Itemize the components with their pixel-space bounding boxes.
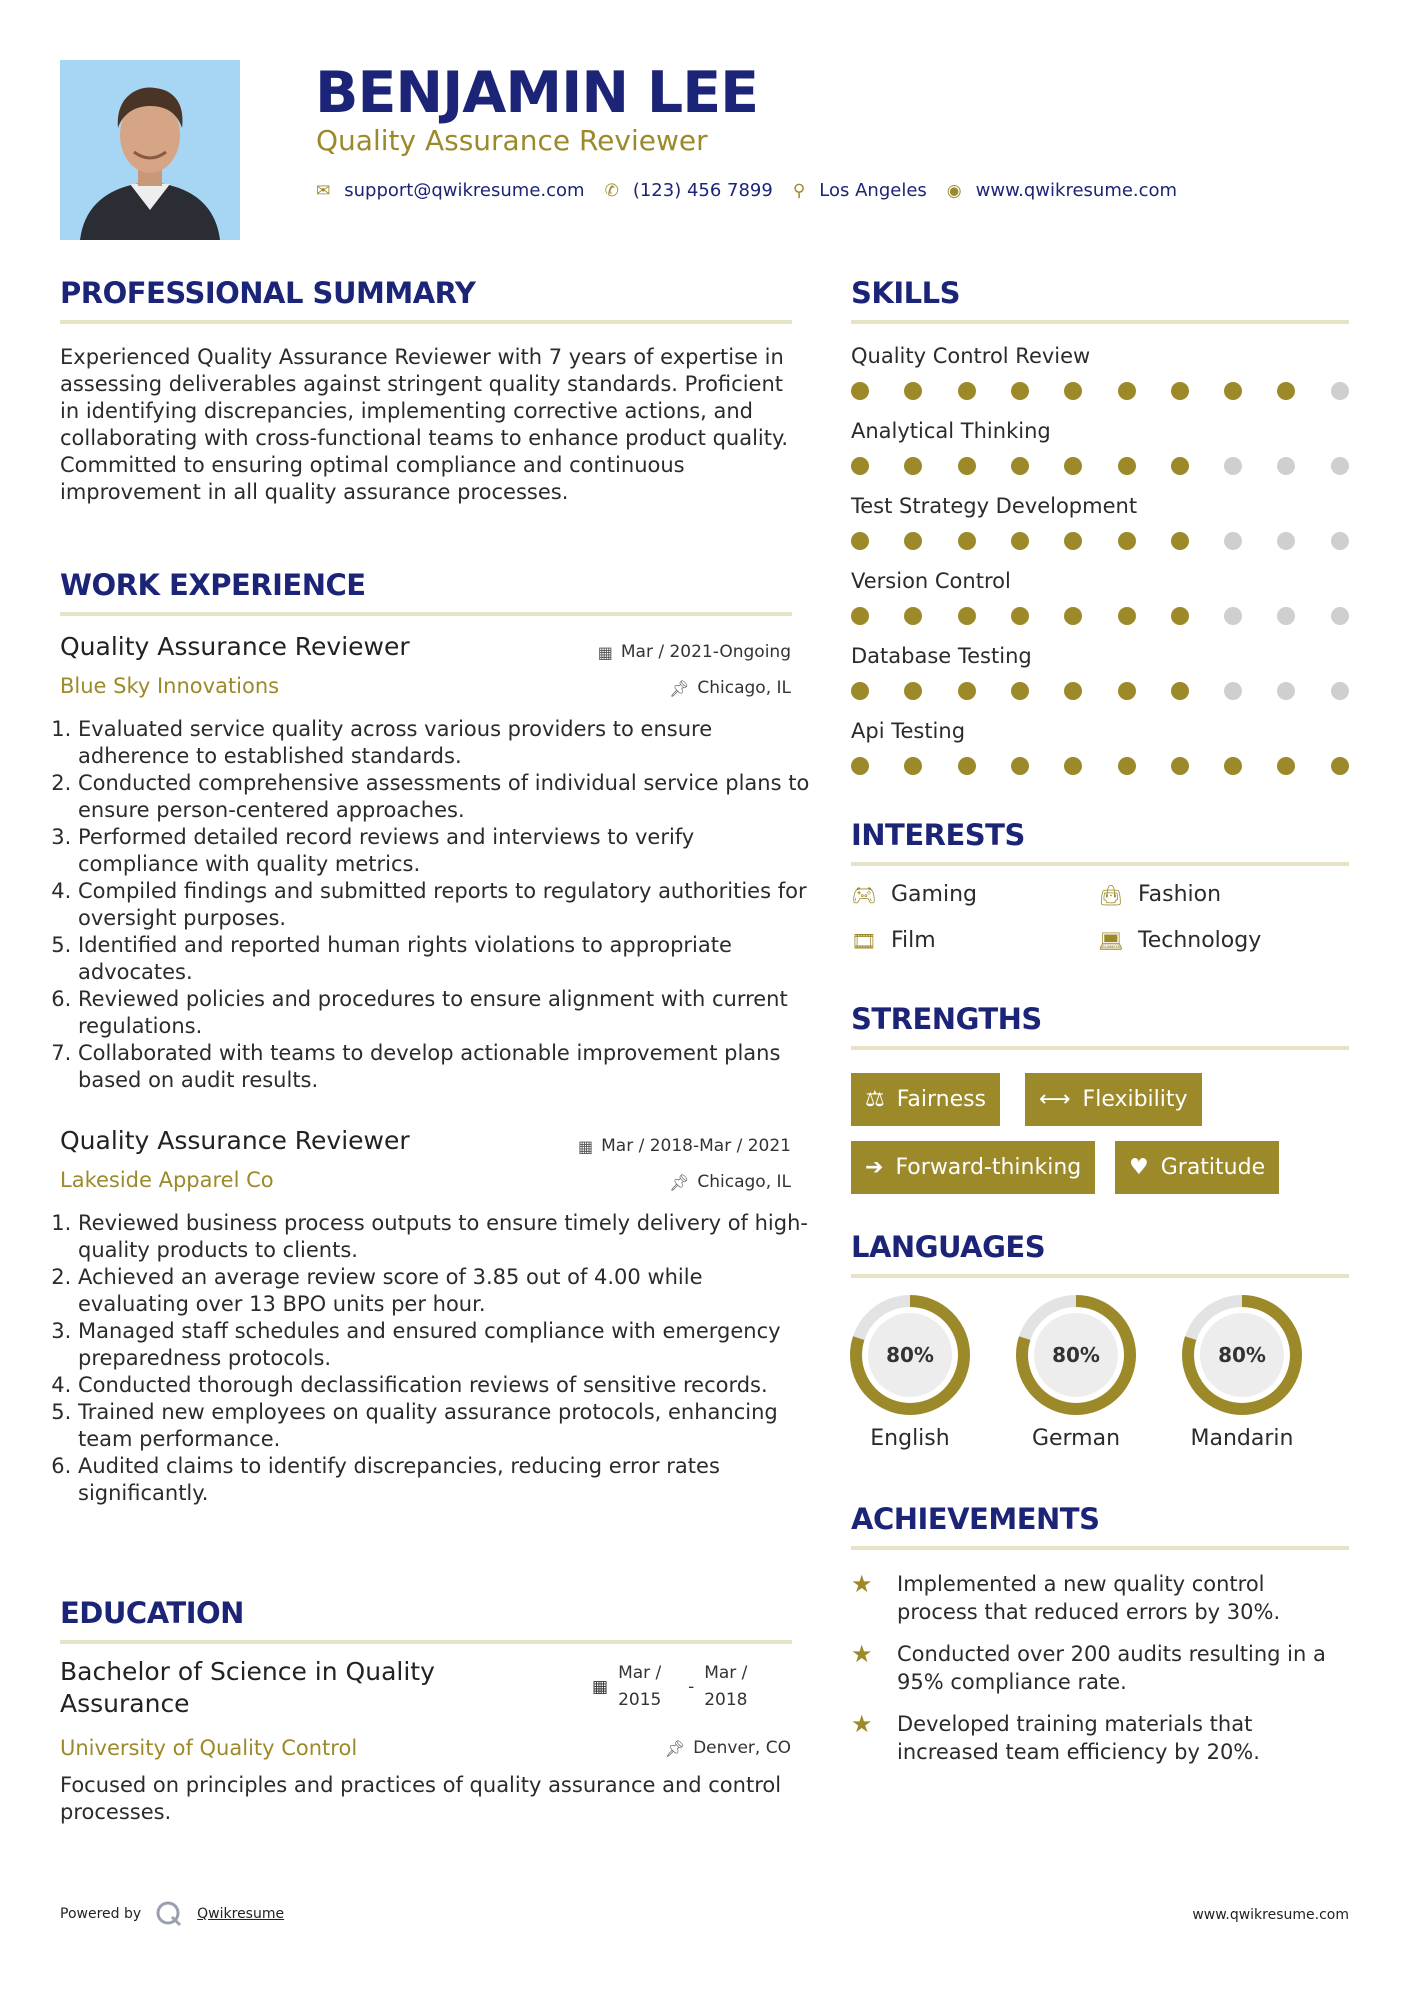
job-1-company: Blue Sky Innovations xyxy=(60,674,280,698)
skill-dot xyxy=(851,607,869,625)
interest-gaming xyxy=(851,882,977,907)
school-name: University of Quality Control xyxy=(60,1736,358,1760)
skill-name: Database Testing xyxy=(851,644,1032,668)
envelope-icon: ✉ xyxy=(316,180,331,201)
language-item xyxy=(849,1294,971,1451)
education-end: Mar / 2018 xyxy=(704,1663,748,1710)
education-start: Mar / 2015 xyxy=(618,1663,662,1710)
language-item xyxy=(1181,1294,1303,1451)
interest-label: Fashion xyxy=(1138,882,1222,907)
calendar-icon: ▦ xyxy=(597,642,613,662)
interest-label: Gaming xyxy=(891,882,977,907)
skill-dot xyxy=(904,757,922,775)
language-item xyxy=(1015,1294,1137,1451)
interests-divider xyxy=(851,862,1349,866)
skill-dot xyxy=(1331,607,1349,625)
achievements-divider xyxy=(851,1546,1349,1550)
job-2-location xyxy=(669,1172,791,1192)
footer-branding xyxy=(60,1900,284,1928)
list-item: 3. Managed staff schedules and ensured compliance with emergency preparedness protocols. xyxy=(78,1318,810,1372)
list-item: 6. Reviewed policies and procedures to ensure alignment with current regulations. xyxy=(78,986,810,1040)
skill-dot xyxy=(1224,457,1242,475)
candidate-name: BENJAMIN LEE xyxy=(315,60,759,126)
interest-film xyxy=(851,928,936,953)
powered-by-label: Powered by xyxy=(60,1906,142,1922)
location-text: Los Angeles xyxy=(819,180,927,201)
job-2-title: Quality Assurance Reviewer xyxy=(60,1126,410,1155)
language-percent: 80% xyxy=(1052,1343,1100,1367)
gamepad-icon: 🎮︎ xyxy=(851,882,877,907)
skill-dot xyxy=(1011,532,1029,550)
job-1-dates xyxy=(598,642,791,662)
skill-dot xyxy=(904,457,922,475)
strengths-divider xyxy=(851,1046,1349,1050)
pushpin-icon: 📌︎ xyxy=(669,1172,690,1192)
pushpin-icon: 📌︎ xyxy=(669,678,690,698)
degree-title: Bachelor of Science in Quality Assurance xyxy=(60,1657,435,1718)
education-divider xyxy=(60,1640,792,1644)
profile-photo xyxy=(60,60,240,240)
language-percent: 80% xyxy=(1218,1343,1266,1367)
strength-tag xyxy=(851,1141,1095,1194)
calendar-icon: ▦ xyxy=(577,1136,594,1156)
skill-dot xyxy=(1011,682,1029,700)
strength-label: Fairness xyxy=(896,1087,987,1112)
skill-dot xyxy=(1331,382,1349,400)
skill-dot xyxy=(958,382,976,400)
language-name: Mandarin xyxy=(1190,1426,1294,1451)
skill-dot xyxy=(1277,382,1295,400)
list-item: 4. Compiled findings and submitted reports to regulatory authorities for oversight purposes. xyxy=(78,878,810,932)
skill-dot xyxy=(1118,607,1136,625)
skill-dot xyxy=(1118,382,1136,400)
skill-dot xyxy=(1171,757,1189,775)
skill-dot xyxy=(1224,682,1242,700)
list-item: 1. Evaluated service quality across various providers to ensure adherence to established standards. xyxy=(78,716,810,770)
summary-heading: PROFESSIONAL SUMMARY xyxy=(60,276,476,310)
job-2-company: Lakeside Apparel Co xyxy=(60,1168,274,1192)
skill-dot xyxy=(1277,457,1295,475)
skill-dot xyxy=(1011,757,1029,775)
achievement-text: Conducted over 200 audits resulting in a 95% compliance rate. xyxy=(897,1642,1326,1694)
education-heading: EDUCATION xyxy=(60,1596,244,1630)
pushpin-icon: 📌︎ xyxy=(664,1738,686,1758)
website-text[interactable]: www.qwikresume.com xyxy=(975,180,1178,201)
skill-dot xyxy=(851,682,869,700)
film-icon: 🎞︎ xyxy=(851,928,877,953)
skill-name: Analytical Thinking xyxy=(851,419,1051,443)
interests-heading: INTERESTS xyxy=(851,818,1025,852)
work-heading: WORK EXPERIENCE xyxy=(60,568,366,602)
skill-dot xyxy=(1064,682,1082,700)
skill-dot xyxy=(1064,757,1082,775)
skill-dot xyxy=(1331,532,1349,550)
skill-dot xyxy=(1224,532,1242,550)
skill-dot xyxy=(1331,757,1349,775)
achievement-text: Implemented a new quality control process that reduced errors by 30%. xyxy=(897,1572,1281,1624)
skill-dot xyxy=(1277,607,1295,625)
job-1-location xyxy=(669,678,791,698)
skill-dot xyxy=(1064,382,1082,400)
education-dates xyxy=(592,1660,764,1714)
skill-rating xyxy=(851,457,1351,477)
education-description: Focused on principles and practices of quality assurance and control processes. xyxy=(60,1773,782,1824)
strength-tag xyxy=(1115,1141,1279,1194)
job-1-title: Quality Assurance Reviewer xyxy=(60,632,410,661)
list-item: 7. Collaborated with teams to develop actionable improvement plans based on audit results. xyxy=(78,1040,810,1094)
skill-dot xyxy=(1118,682,1136,700)
skill-rating xyxy=(851,382,1351,402)
contact-bar xyxy=(316,180,1177,201)
skills-heading: SKILLS xyxy=(851,276,960,310)
interest-label: Film xyxy=(891,928,936,953)
education-location xyxy=(665,1738,791,1758)
list-item: 5. Trained new employees on quality assurance protocols, enhancing team performance. xyxy=(78,1399,810,1453)
date-separator: - xyxy=(688,1677,695,1697)
skill-dot xyxy=(851,532,869,550)
star-icon: ★ xyxy=(851,1640,873,1668)
achievement-item xyxy=(851,1640,1351,1696)
skill-dot xyxy=(1064,532,1082,550)
map-pin-icon: ⚲ xyxy=(792,180,806,201)
achievements-heading: ACHIEVEMENTS xyxy=(851,1502,1100,1536)
skill-dot xyxy=(958,682,976,700)
skill-dot xyxy=(958,532,976,550)
phone-icon: ✆ xyxy=(604,180,619,201)
job-2-dates xyxy=(578,1136,791,1156)
skill-dot xyxy=(1011,457,1029,475)
strength-label: Gratitude xyxy=(1160,1155,1266,1180)
education-location-text: Denver, CO xyxy=(693,1738,791,1758)
skill-dot xyxy=(904,532,922,550)
calendar-icon: ▦ xyxy=(592,1677,609,1697)
skill-dot xyxy=(851,382,869,400)
skill-dot xyxy=(1331,457,1349,475)
arrows-horizontal-icon: ⟷ xyxy=(1039,1087,1071,1112)
skill-dot xyxy=(1171,682,1189,700)
job-2-location-text: Chicago, IL xyxy=(697,1172,791,1192)
skill-dot xyxy=(1171,382,1189,400)
skill-dot xyxy=(904,607,922,625)
achievement-item xyxy=(851,1570,1351,1626)
work-divider xyxy=(60,612,792,616)
skill-dot xyxy=(1064,457,1082,475)
skill-dot xyxy=(1118,532,1136,550)
strength-label: Forward-thinking xyxy=(895,1155,1082,1180)
heart-icon: ♥ xyxy=(1129,1155,1149,1180)
job-2-dates-text: Mar / 2018-Mar / 2021 xyxy=(601,1136,791,1156)
contact-phone[interactable] xyxy=(605,180,773,201)
list-item: 1. Reviewed business process outputs to ensure timely delivery of high-quality products to clients. xyxy=(78,1210,810,1264)
skill-dot xyxy=(904,682,922,700)
strength-tag xyxy=(1025,1073,1202,1126)
scale-icon: ⚖ xyxy=(865,1087,885,1112)
globe-icon: ◉ xyxy=(946,180,962,201)
job-1-dates-text: Mar / 2021-Ongoing xyxy=(620,642,791,662)
footer-website[interactable]: www.qwikresume.com xyxy=(1192,1907,1349,1923)
interest-fashion xyxy=(1098,882,1221,907)
skill-dot xyxy=(958,457,976,475)
summary-text: Experienced Quality Assurance Reviewer with 7 years of expertise in assessing deliverables against stringent quality standards. Proficient in identifying discrepancies, implementing corrective actions, and collaborating with cross-functional teams to enhance product quality. Committed to ensuring optimal compliance and continuous improvement in all quality assurance processes. xyxy=(60,345,789,504)
language-name: German xyxy=(1031,1426,1121,1451)
skill-dot xyxy=(1277,532,1295,550)
skill-dot xyxy=(1224,607,1242,625)
skill-rating xyxy=(851,607,1351,627)
skill-dot xyxy=(851,457,869,475)
skill-dot xyxy=(1331,682,1349,700)
skill-dot xyxy=(1224,382,1242,400)
contact-location xyxy=(793,180,927,201)
list-item: 4. Conducted thorough declassification reviews of sensitive records. xyxy=(78,1372,810,1399)
skill-dot xyxy=(1011,382,1029,400)
skill-name: Api Testing xyxy=(851,719,966,743)
list-item: 3. Performed detailed record reviews and interviews to verify compliance with quality metrics. xyxy=(78,824,810,878)
skills-divider xyxy=(851,320,1349,324)
interest-label: Technology xyxy=(1138,928,1262,953)
skill-dot xyxy=(1224,757,1242,775)
skill-dot xyxy=(851,757,869,775)
strength-tag xyxy=(851,1073,1000,1126)
achievement-text: Developed training materials that increased team efficiency by 20%. xyxy=(897,1712,1260,1764)
contact-website[interactable] xyxy=(947,180,1177,201)
skill-name: Quality Control Review xyxy=(851,344,1091,368)
languages-heading: LANGUAGES xyxy=(851,1230,1046,1264)
job-1-location-text: Chicago, IL xyxy=(697,678,791,698)
language-percent: 80% xyxy=(886,1343,934,1367)
language-ring xyxy=(1181,1294,1303,1416)
skill-dot xyxy=(1011,607,1029,625)
portrait-illustration xyxy=(60,60,240,240)
language-ring xyxy=(849,1294,971,1416)
skill-dot xyxy=(1118,757,1136,775)
skill-dot xyxy=(1277,682,1295,700)
star-icon: ★ xyxy=(851,1570,873,1598)
list-item: 5. Identified and reported human rights violations to appropriate advocates. xyxy=(78,932,810,986)
skill-rating xyxy=(851,532,1351,552)
skill-dot xyxy=(1171,532,1189,550)
skill-dot xyxy=(1118,457,1136,475)
contact-email[interactable] xyxy=(316,180,585,201)
candidate-title: Quality Assurance Reviewer xyxy=(316,124,708,157)
skill-name: Version Control xyxy=(851,569,1011,593)
list-item: 6. Audited claims to identify discrepancies, reducing error rates significantly. xyxy=(78,1453,810,1507)
strength-label: Flexibility xyxy=(1082,1087,1188,1112)
skill-rating xyxy=(851,682,1351,702)
job-1-duties xyxy=(60,716,810,1094)
skill-dot xyxy=(1171,457,1189,475)
skill-rating xyxy=(851,757,1351,777)
strengths-heading: STRENGTHS xyxy=(851,1002,1042,1036)
arrow-right-icon: ➔ xyxy=(865,1155,884,1180)
summary-divider xyxy=(60,320,792,324)
phone-text[interactable]: (123) 456 7899 xyxy=(632,180,773,201)
list-item: 2. Conducted comprehensive assessments of individual service plans to ensure person-centered approaches. xyxy=(78,770,810,824)
skill-name: Test Strategy Development xyxy=(851,494,1138,518)
email-text[interactable]: support@qwikresume.com xyxy=(344,180,585,201)
list-item: 2. Achieved an average review score of 3.85 out of 4.00 while evaluating over 13 BPO units per hour. xyxy=(78,1264,810,1318)
interest-technology xyxy=(1098,928,1261,953)
job-2-duties xyxy=(60,1210,810,1507)
skill-dot xyxy=(1171,607,1189,625)
achievement-item xyxy=(851,1710,1351,1766)
skill-dot xyxy=(958,607,976,625)
laptop-icon: 💻︎ xyxy=(1098,928,1124,953)
language-name: English xyxy=(870,1426,950,1451)
shopping-bag-icon: 👜︎ xyxy=(1098,882,1124,907)
skill-dot xyxy=(958,757,976,775)
skill-dot xyxy=(904,382,922,400)
skill-dot xyxy=(1277,757,1295,775)
qwikresume-logo-icon xyxy=(155,1900,183,1928)
star-icon: ★ xyxy=(851,1710,873,1738)
brand-link[interactable]: Qwikresume xyxy=(197,1906,285,1922)
language-ring xyxy=(1015,1294,1137,1416)
languages-divider xyxy=(851,1274,1349,1278)
skill-dot xyxy=(1064,607,1082,625)
